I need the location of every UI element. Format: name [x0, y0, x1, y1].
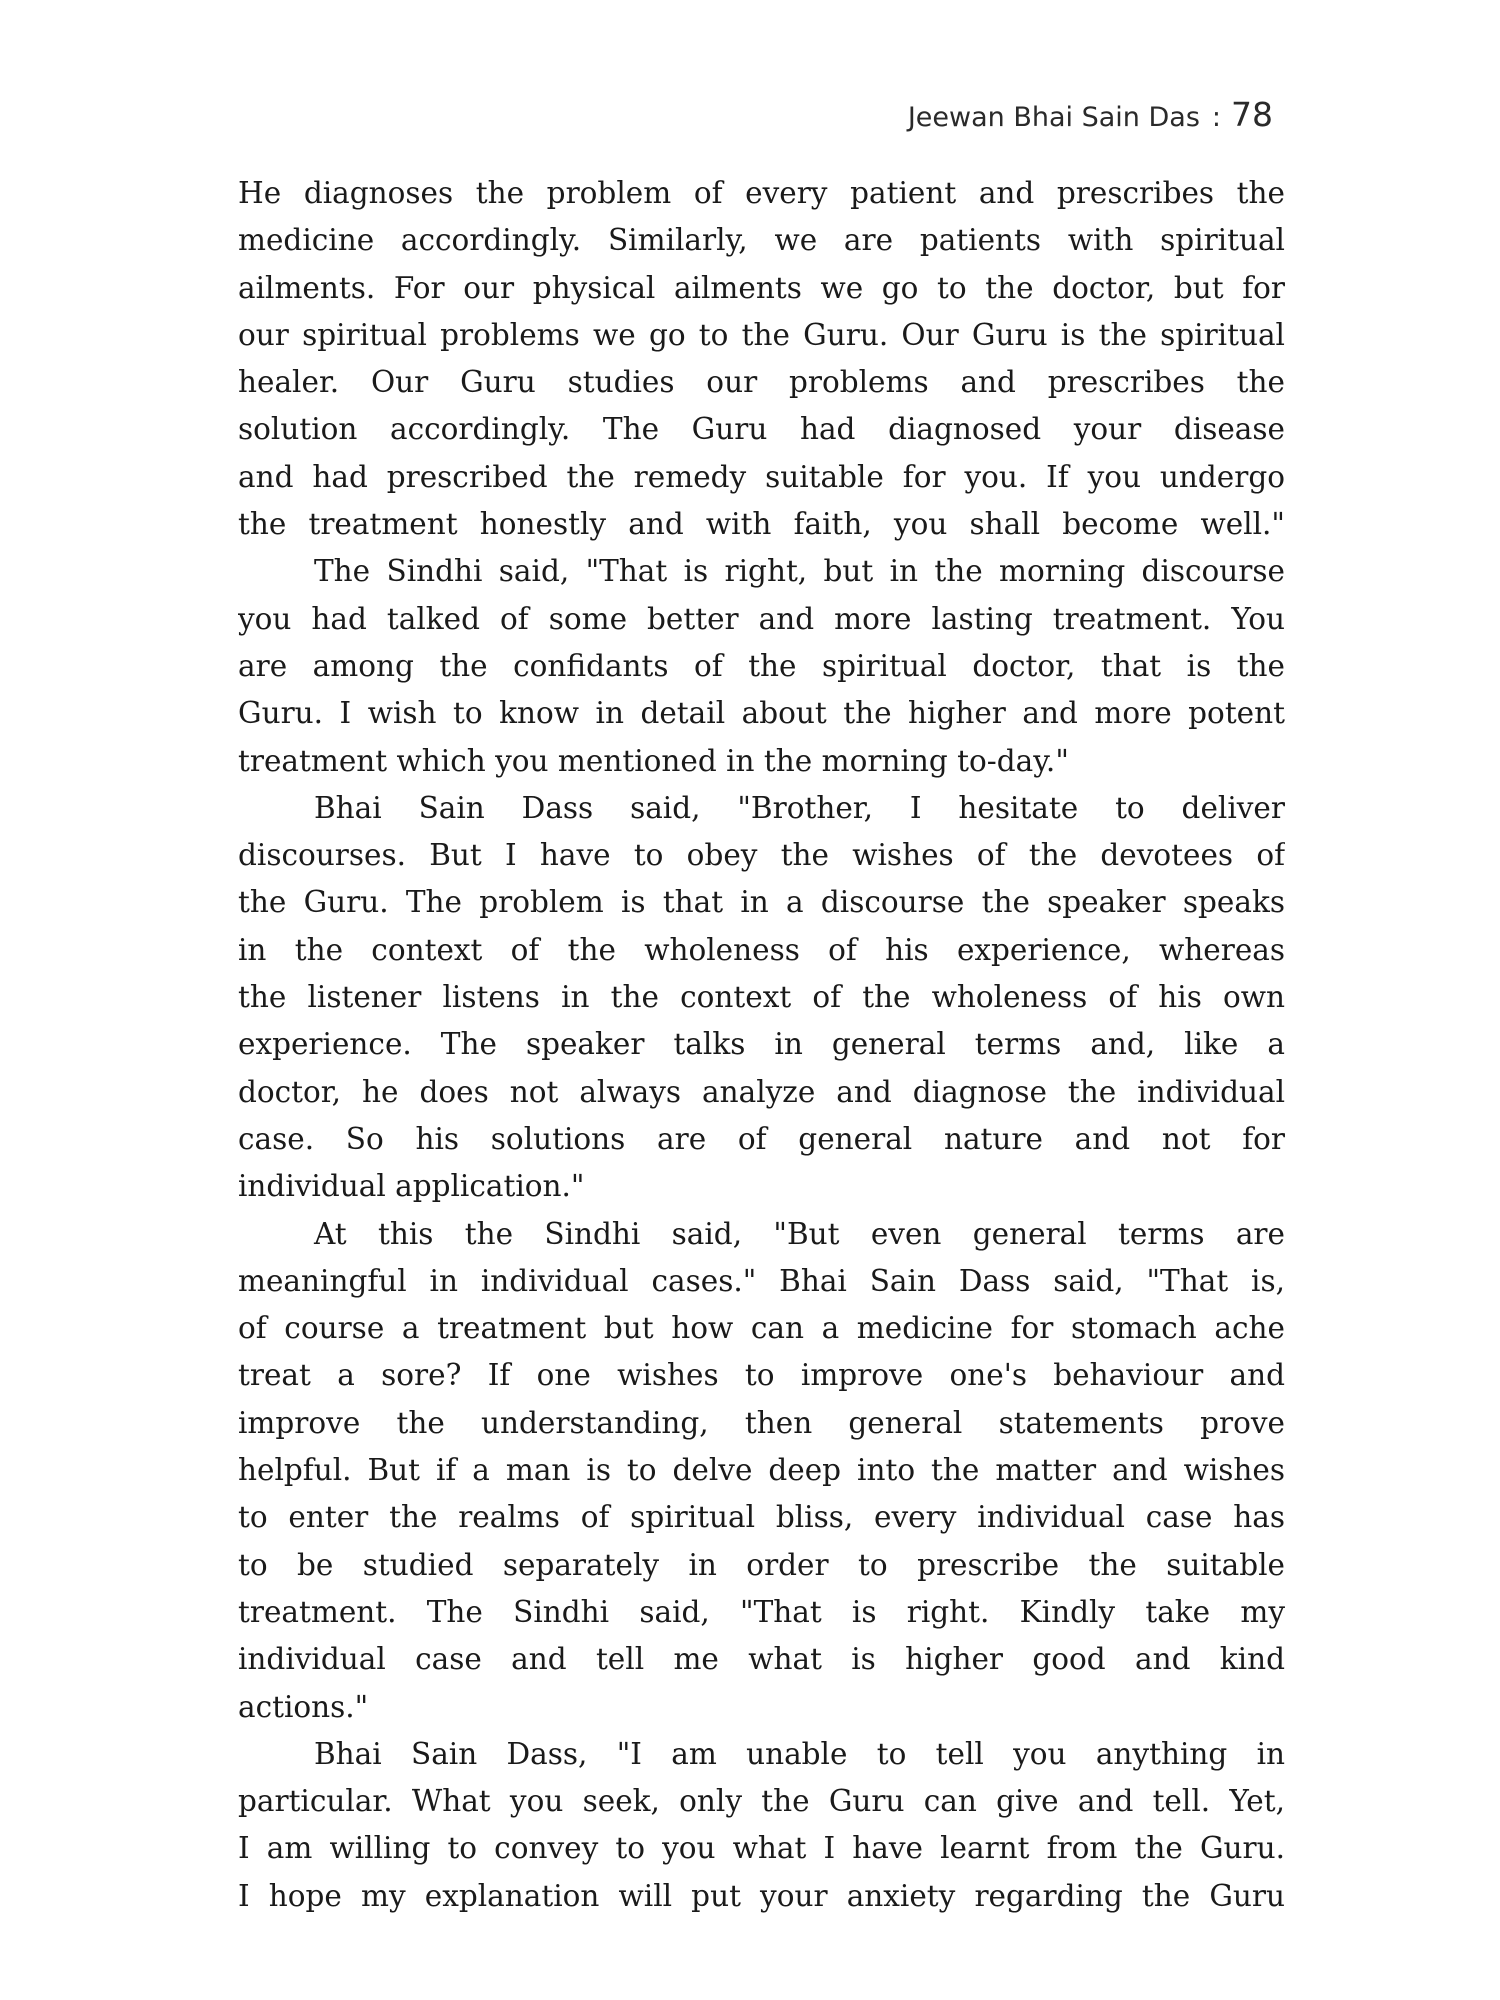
- text-line: to be studied separately in order to prescribe the suitable: [238, 1547, 1285, 1582]
- text-line: helpful. But if a man is to delve deep into the matter and wishes: [238, 1453, 1285, 1488]
- text-line: treatment. The Sindhi said, "That is right. Kindly take my: [238, 1594, 1285, 1629]
- text-line: Bhai Sain Dass, "I am unable to tell you anything in: [314, 1736, 1285, 1771]
- text-line: improve the understanding, then general statements prove: [238, 1405, 1285, 1440]
- running-header-title: Jeewan Bhai Sain Das: [907, 102, 1200, 133]
- text-line: discourses. But I have to obey the wishes of the devotees of: [238, 838, 1285, 873]
- text-line: At this the Sindhi said, "But even general terms are: [314, 1216, 1285, 1251]
- text-line: He diagnoses the problem of every patient and prescribes the: [238, 176, 1285, 210]
- text-line: the treatment honestly and with faith, you shall become well.": [238, 507, 1285, 542]
- text-line: in the context of the wholeness of his experience, whereas: [238, 932, 1285, 967]
- text-line: Bhai Sain Dass said, "Brother, I hesitate to deliver: [314, 790, 1285, 825]
- text-line: the Guru. The problem is that in a discourse the speaker speaks: [238, 885, 1285, 920]
- text-line: individual case and tell me what is higher good and kind: [238, 1642, 1285, 1677]
- text-line: case. So his solutions are of general nature and not for: [238, 1121, 1285, 1156]
- text-line: our spiritual problems we go to the Guru. Our Guru is the spiritual: [238, 317, 1285, 352]
- text-line: I hope my explanation will put your anxiety regarding the Guru: [238, 1878, 1285, 1913]
- text-line: and had prescribed the remedy suitable for you. If you undergo: [238, 459, 1285, 494]
- body-text: [238, 170, 1285, 1920]
- text-line: particular. What you seek, only the Guru can give and tell. Yet,: [238, 1784, 1285, 1819]
- page-number: 78: [1231, 95, 1273, 134]
- text-line: you had talked of some better and more lasting treatment. You: [238, 601, 1285, 636]
- text-line: I am willing to convey to you what I have learnt from the Guru.: [238, 1831, 1285, 1866]
- text-line: to enter the realms of spiritual bliss, every individual case has: [238, 1500, 1285, 1535]
- text-line: the listener listens in the context of the wholeness of his own: [238, 980, 1285, 1015]
- text-line: medicine accordingly. Similarly, we are patients with spiritual: [238, 223, 1285, 258]
- text-line: of course a treatment but how can a medicine for stomach ache: [238, 1311, 1285, 1346]
- text-line: doctor, he does not always analyze and diagnose the individual: [238, 1074, 1285, 1109]
- text-line: Guru. I wish to know in detail about the higher and more potent: [238, 696, 1285, 731]
- text-line: healer. Our Guru studies our problems and prescribes the: [238, 365, 1285, 400]
- text-line: experience. The speaker talks in general terms and, like a: [238, 1027, 1285, 1062]
- text-line: are among the confidants of the spiritual doctor, that is the: [238, 648, 1285, 683]
- text-line: treatment which you mentioned in the morning to-day.": [238, 743, 1069, 778]
- text-line: ailments. For our physical ailments we go to the doctor, but for: [238, 270, 1285, 305]
- text-line: treat a sore? If one wishes to improve one's behaviour and: [238, 1358, 1285, 1393]
- text-line: meaningful in individual cases." Bhai Sain Dass said, "That is,: [238, 1263, 1285, 1298]
- running-header: [908, 95, 1273, 138]
- text-line: individual application.": [238, 1169, 585, 1204]
- running-header-separator: :: [1211, 102, 1221, 133]
- text-line: solution accordingly. The Guru had diagnosed your disease: [238, 412, 1285, 447]
- text-line: The Sindhi said, "That is right, but in the morning discourse: [314, 554, 1285, 589]
- text-line: actions.": [238, 1689, 369, 1724]
